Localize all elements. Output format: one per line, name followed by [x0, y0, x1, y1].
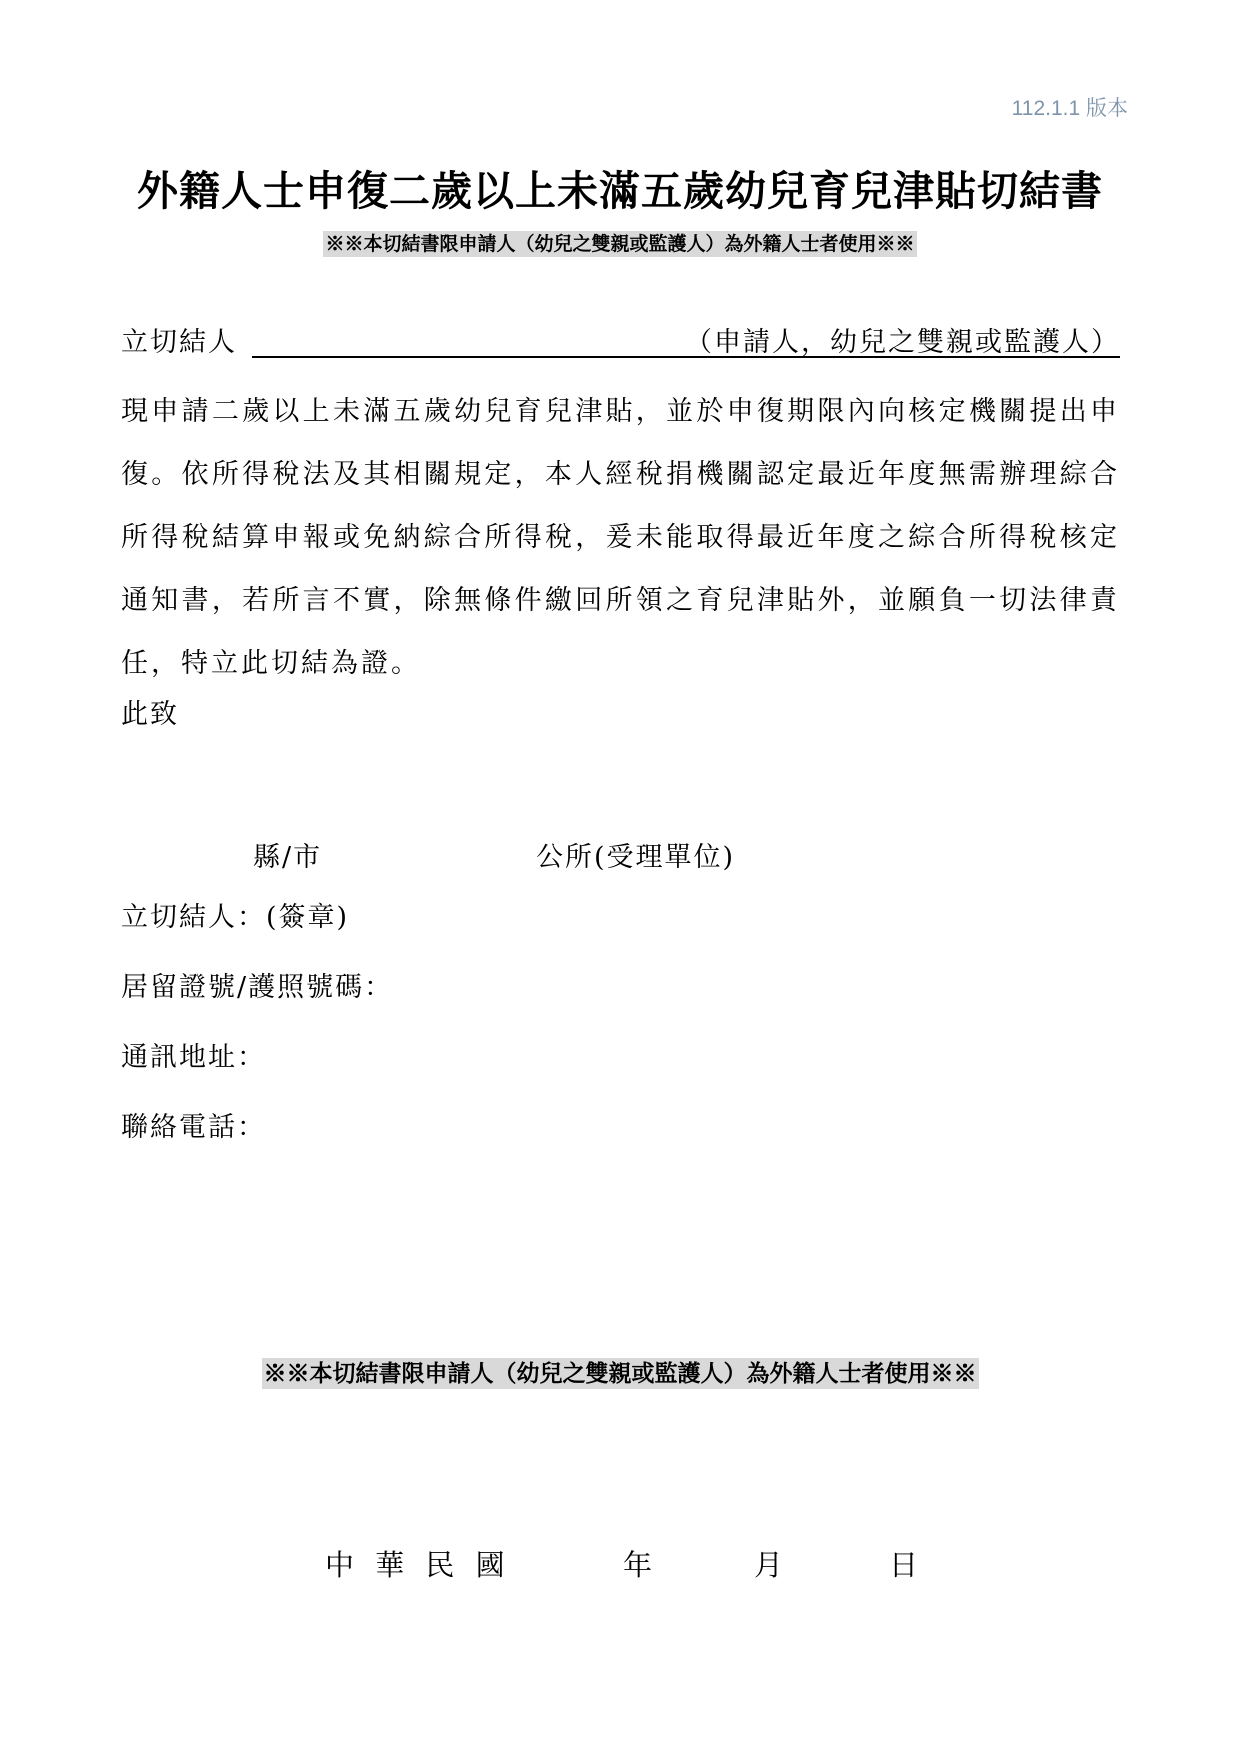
version-label: 112.1.1 版本	[1011, 97, 1128, 120]
office-label: 公所(受理單位)	[536, 842, 736, 873]
date-year: 年	[623, 1548, 653, 1582]
address-field[interactable]: 通訊地址：	[121, 1042, 266, 1073]
form-title: 外籍人士申復二歲以上未滿五歲幼兒育兒津貼切結書	[137, 167, 1103, 215]
top-notice-text: ※※本切結書限申請人（幼兒之雙親或監護人）為外籍人士者使用※※	[325, 233, 915, 255]
top-notice	[0, 229, 1240, 256]
signature-field[interactable]: 立切結人：(簽章)	[121, 902, 350, 933]
office-row	[253, 835, 736, 874]
declarant-role: （申請人，幼兒之雙親或監護人）	[685, 327, 1120, 358]
declarant-row	[121, 320, 1120, 359]
date-month: 月	[754, 1548, 784, 1582]
date-day: 日	[889, 1548, 919, 1582]
declaration-body: 現申請二歲以上未滿五歲幼兒育兒津貼，並於申復期限內向核定機關提出申復。依所得稅法及其相關規定，本人經稅捐機關認定最近年度無需辦理綜合所得稅結算申報或免納綜合所得稅，爰未能取得最近年度之綜合所得稅核定通知書，若所言不實，除無條件繳回所領之育兒津貼外，並願負一切法律責任，特立此切結為證。	[121, 396, 1120, 679]
declarant-label: 立切結人	[121, 327, 237, 358]
county-city-label: 縣/市	[253, 842, 323, 873]
bottom-notice-text: ※※本切結書限申請人（幼兒之雙親或監護人）為外籍人士者使用※※	[263, 1360, 977, 1387]
date-era: 中 華 民 國	[325, 1548, 511, 1582]
bottom-notice	[0, 1355, 1240, 1388]
salutation: 此致	[121, 699, 179, 730]
phone-field[interactable]: 聯絡電話：	[121, 1112, 266, 1143]
id-number-field[interactable]: 居留證號/護照號碼：	[121, 972, 394, 1003]
